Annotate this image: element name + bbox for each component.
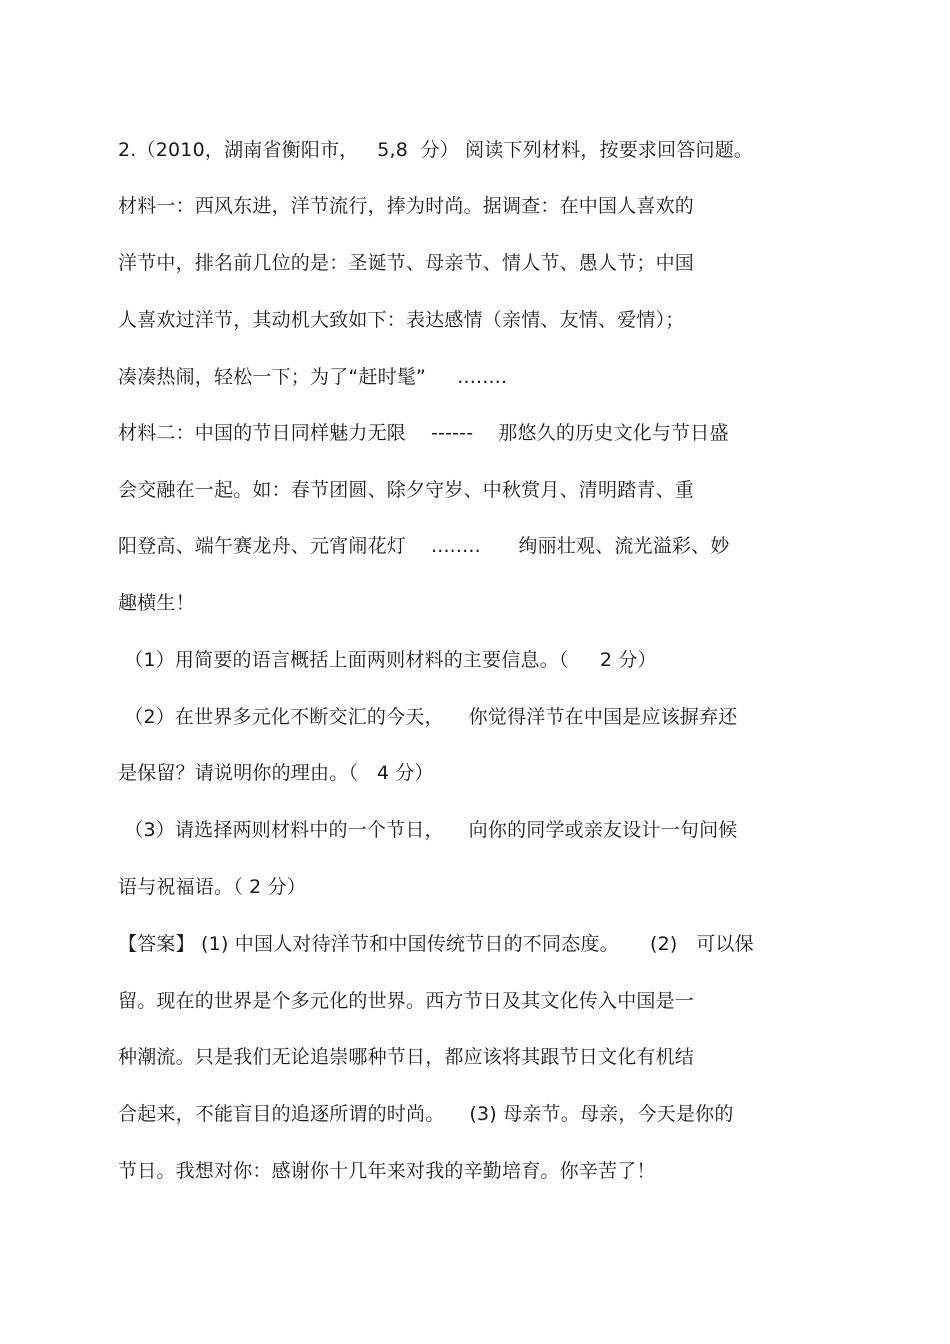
answer-line-4: 合起来，不能盲目的追逐所谓的时尚。 (3) 母亲节。母亲，今天是你的 [118,1103,734,1125]
sub-question-1: （1）用简要的语言概括上面两则材料的主要信息。（ 2 分） [118,649,657,671]
sub-question-2-line-1: （2）在世界多元化不断交汇的今天， 你觉得洋节在中国是应该摒弃还 [118,706,738,728]
material-1-line-3: 人喜欢过洋节，其动机大致如下：表达感情（亲情、友情、爱情）； [118,309,685,331]
answer-line-1: 【答案】 (1) 中国人对待洋节和中国传统节日的不同态度。 (2) 可以保 [118,933,754,955]
material-2-line-2: 会交融在一起。如：春节团圆、除夕守岁、中秋赏月、清明踏青、重 [118,479,695,501]
answer-line-2: 留。现在的世界是个多元化的世界。西方节日及其文化传入中国是一 [118,990,695,1012]
material-2-line-4: 趣横生！ [118,592,195,614]
material-1-line-1: 材料一：西风东进，洋节流行，捧为时尚。据调查：在中国人喜欢的 [118,195,695,217]
answer-line-5: 节日。我想对你：感谢你十几年来对我的辛勤培育。你辛苦了！ [118,1160,656,1182]
question-header: 2.（2010，湖南省衡阳市， 5,8 分） 阅读下列材料，按要求回答问题。 [118,139,754,161]
material-2-line-3: 阳登高、端午赛龙舟、元宵闹花灯 ........ 绚丽壮观、流光溢彩、妙 [118,535,730,557]
material-1-line-2: 洋节中，排名前几位的是：圣诞节、母亲节、情人节、愚人节；中国 [118,252,695,274]
answer-line-3: 种潮流。只是我们无论追崇哪种节日，都应该将其跟节日文化有机结 [118,1046,695,1068]
sub-question-3-line-1: （3）请选择两则材料中的一个节日， 向你的同学或亲友设计一句问候 [118,819,738,841]
material-1-line-4: 凑凑热闹，轻松一下；为了“赶时髦” ........ [118,366,508,388]
sub-question-3-line-2: 语与祝福语。（ 2 分） [118,876,307,898]
sub-question-2-line-2: 是保留？请说明你的理由。（ 4 分） [118,762,434,784]
material-2-line-1: 材料二：中国的节日同样魅力无限 ------ 那悠久的历史文化与节日盛 [118,422,729,444]
